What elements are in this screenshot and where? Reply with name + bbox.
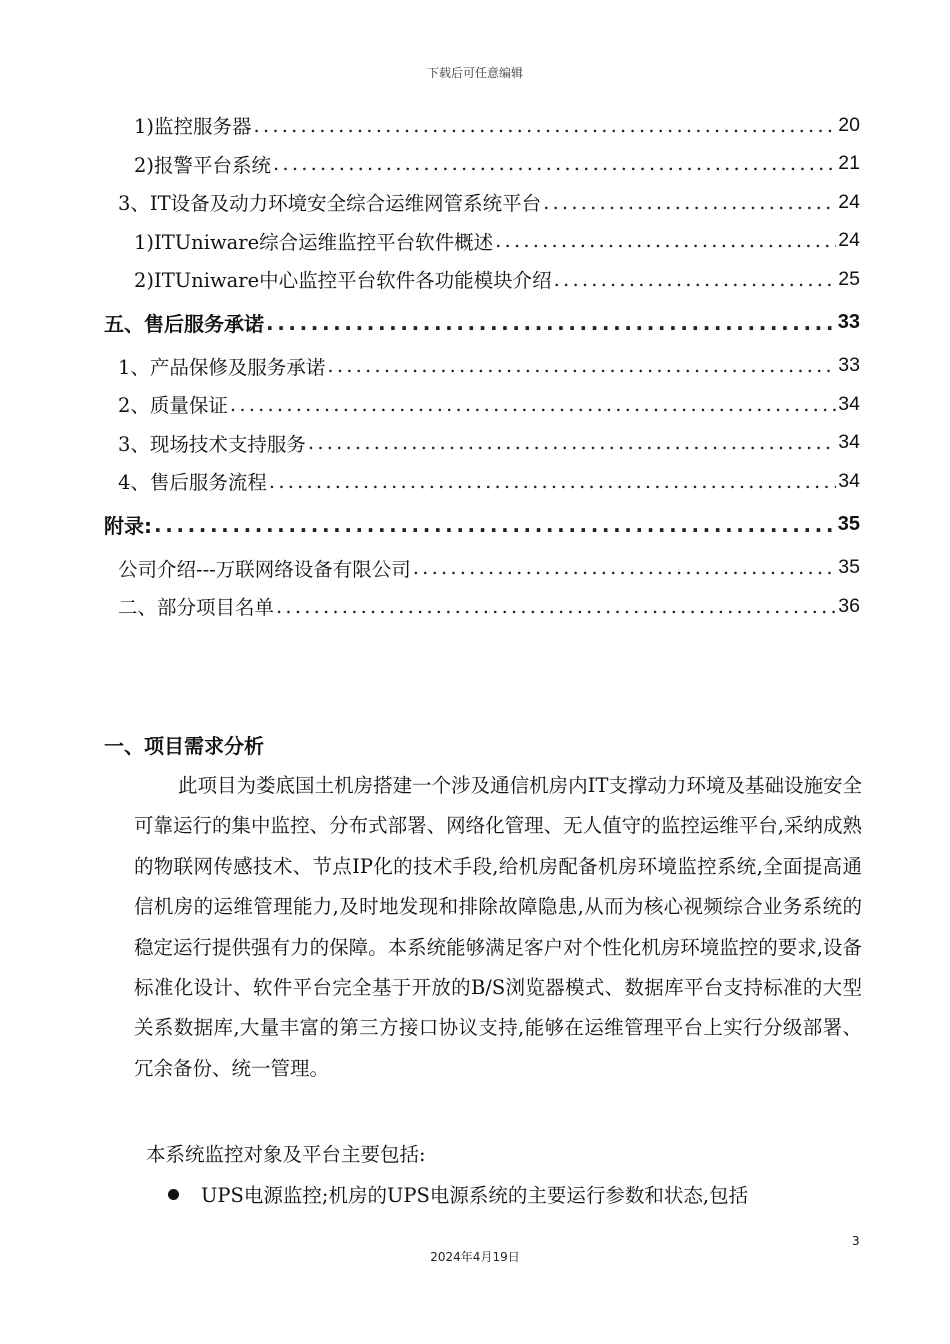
bullet-icon [168, 1189, 179, 1200]
toc-entry-page: 20 [838, 113, 860, 136]
list-intro: 本系统监控对象及平台主要包括: [146, 1143, 426, 1166]
toc-entry[interactable] [104, 347, 860, 386]
toc-entry-page: 36 [838, 594, 860, 617]
toc-entry-page: 33 [838, 354, 860, 377]
toc-entry-page: 21 [838, 152, 860, 175]
toc-entry[interactable] [104, 549, 860, 588]
table-of-contents [104, 106, 860, 626]
toc-entry[interactable] [104, 501, 860, 549]
toc-leader-dots [230, 393, 836, 416]
toc-entry[interactable] [104, 222, 860, 261]
toc-entry-page: 24 [838, 229, 860, 252]
toc-entry[interactable] [104, 587, 860, 626]
toc-entry-label: 五、售后服务承诺 [104, 312, 264, 336]
toc-leader-dots [495, 229, 836, 252]
toc-entry-label: 4、售后服务流程 [118, 471, 267, 495]
toc-entry-page: 34 [838, 392, 860, 415]
toc-leader-dots [413, 556, 837, 579]
toc-entry-page: 34 [838, 469, 860, 492]
toc-entry[interactable] [104, 145, 860, 184]
toc-entry-label: 2、质量保证 [118, 394, 228, 418]
toc-entry-page: 33 [837, 311, 860, 333]
toc-entry[interactable] [104, 462, 860, 501]
toc-entry-page: 24 [838, 190, 860, 213]
toc-leader-dots [308, 431, 836, 454]
toc-entry-label: 公司介绍---万联网络设备有限公司 [118, 557, 411, 581]
page-number: 3 [852, 1234, 860, 1248]
toc-entry[interactable] [104, 183, 860, 222]
page-header: 下载后可任意编辑 [426, 66, 523, 80]
toc-entry-label: 3、现场技术支持服务 [118, 432, 306, 456]
toc-entry-label: 1、产品保修及服务承诺 [118, 355, 326, 379]
toc-leader-dots [254, 114, 837, 137]
toc-entry-label: 二、部分项目名单 [118, 596, 275, 620]
bullet-text: UPS电源监控;机房的UPS电源系统的主要运行参数和状态,包括 [201, 1184, 749, 1207]
toc-entry-label: 2)报警平台系统 [134, 153, 272, 177]
toc-entry-label: 附录: [104, 514, 152, 538]
page-footer: 2024年4月19日 [430, 1250, 520, 1264]
toc-entry-page: 35 [838, 556, 860, 579]
toc-entry[interactable] [104, 106, 860, 145]
section-title: 一、项目需求分析 [104, 734, 264, 758]
toc-leader-dots [554, 268, 837, 291]
toc-entry-label: 3、IT设备及动力环境安全综合运维网管系统平台 [118, 192, 542, 216]
toc-entry-label: 1)监控服务器 [134, 115, 252, 139]
body-paragraph: 此项目为娄底国土机房搭建一个涉及通信机房内IT支撑动力环境及基础设施安全可靠运行的集中监控、分布式部署、网络化管理、无人值守的监控运维平台,采纳成熟的物联网传感技术、节点IP化的技术手段,给机房配备机房环境监控系统,全面提高通信机房的运维管理能力,及时地发现和排除故障隐患,从而为核心视频综合业务系统的稳定运行提供强有力的保障。本系统能够满足客户对个性化机房环境监控的要求,设备标准化设计、软件平台完全基于开放的B/S浏览器模式、数据库平台支持标准的大型关系数据库,大量丰富的第三方接口协议支持,能够在运维管理平台上实行分级部署、冗余备份、统一管理。 [134, 774, 862, 1080]
toc-leader-dots [327, 354, 836, 377]
toc-leader-dots [266, 311, 836, 335]
toc-entry-page: 25 [838, 267, 860, 290]
toc-entry[interactable] [104, 299, 860, 347]
toc-entry-label: 2)ITUniware中心监控平台软件各功能模块介绍 [134, 269, 552, 293]
toc-entry[interactable] [104, 260, 860, 299]
toc-entry-label: 1)ITUniware综合运维监控平台软件概述 [134, 230, 494, 254]
toc-leader-dots [543, 191, 836, 214]
toc-leader-dots [276, 595, 836, 618]
toc-leader-dots [154, 513, 836, 537]
toc-entry-page: 35 [837, 513, 860, 535]
toc-leader-dots [269, 470, 836, 493]
toc-entry[interactable] [104, 385, 860, 424]
toc-entry[interactable] [104, 424, 860, 463]
toc-entry-page: 34 [838, 431, 860, 454]
bullet-item [168, 1180, 748, 1208]
toc-leader-dots [273, 152, 836, 175]
